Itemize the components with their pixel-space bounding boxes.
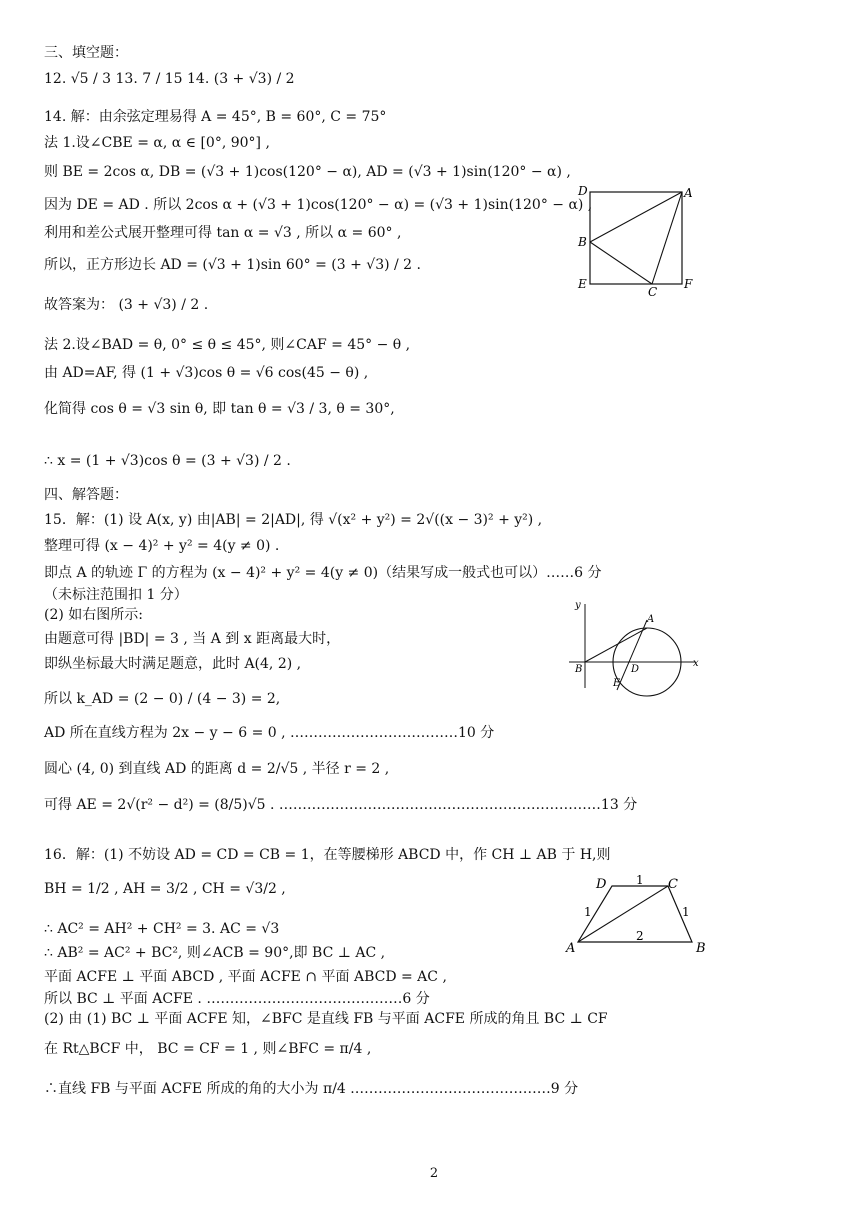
label-D: D (578, 184, 588, 198)
label-top-length: 1 (636, 873, 644, 887)
page-number: 2 (429, 1166, 439, 1181)
label-left-length: 1 (584, 905, 592, 919)
text-line: 四、解答题： (44, 487, 128, 503)
text-line: AD 所在直线方程为 2x − y − 6 = 0 , ………………………………10 分 (44, 725, 495, 741)
label-A: A (566, 941, 576, 956)
label-y: y (575, 600, 581, 611)
text-line: 利用和差公式展开整理可得 tan α = √3 , 所以 α = 60° , (44, 225, 402, 241)
text-line: 在 Rt△BCF 中， BC = CF = 1 , 则∠BFC = π/4 , (44, 1041, 372, 1057)
label-A: A (684, 186, 693, 200)
text-line: 14. 解：由余弦定理易得 A = 45°, B = 60°, C = 75° (44, 109, 387, 125)
label-A: A (647, 614, 655, 625)
label-x: x (693, 658, 699, 669)
text-line: 法 1.设∠CBE = α, α ∈ [0°, 90°] , (44, 135, 270, 151)
text-line: (2) 由 (1) BC ⊥ 平面 ACFE 知，∠BFC 是直线 FB 与平面 ACFE 所成的角且 BC ⊥ CF (44, 1011, 608, 1027)
label-C: C (648, 285, 658, 299)
text-line: 故答案为： (3 + √3) / 2 . (44, 297, 209, 313)
text-line: ∴直线 FB 与平面 ACFE 所成的角的大小为 π/4 .……………………………………9 分 (44, 1081, 579, 1097)
text-line: 圆心 (4, 0) 到直线 AD 的距离 d = 2/√5 , 半径 r = 2 , (44, 761, 390, 777)
text-line: 平面 ACFE ⊥ 平面 ABCD , 平面 ACFE ∩ 平面 ABCD = AC , (44, 969, 447, 985)
text-line: 由题意可得 |BD| = 3 , 当 A 到 x 距离最大时， (44, 631, 341, 647)
text-line: 因为 DE = AD . 所以 2cos α + (√3 + 1)cos(120° − α) = (√3 + 1)sin(120° − α) , (44, 197, 593, 213)
text-line: 整理可得 (x − 4)² + y² = 4(y ≠ 0) . (44, 538, 280, 554)
text-line: ∴ AB² = AC² + BC², 则∠ACB = 90°,即 BC ⊥ AC , (44, 945, 386, 961)
text-line: 所以，正方形边长 AD = (√3 + 1)sin 60° = (3 + √3) / 2 . (44, 257, 421, 273)
text-line: ∴ x = (1 + √3)cos θ = (3 + √3) / 2 . (44, 453, 291, 469)
label-B: B (696, 941, 706, 956)
text-line: ∴ AC² = AH² + CH² = 3. AC = √3 (44, 921, 280, 937)
square-figure (570, 182, 700, 302)
text-line: (2) 如右图所示: (44, 607, 143, 623)
text-line: 所以 BC ⊥ 平面 ACFE . ……………………………………6 分 (44, 991, 430, 1007)
text-line: 15．解：(1) 设 A(x, y) 由|AB| = 2|AD|, 得 √(x² + y²) = 2√((x − 3)² + y²) , (44, 512, 543, 528)
text-line: 所以 k_AD = (2 − 0) / (4 − 3) = 2, (44, 691, 281, 707)
label-B: B (578, 235, 587, 249)
label-F: F (684, 277, 693, 291)
circle-figure (565, 598, 705, 698)
label-B: B (575, 664, 583, 675)
text-line: BH = 1/2 , AH = 3/2 , CH = √3/2 , (44, 881, 286, 897)
text-line: 即点 A 的轨迹 Γ 的方程为 (x − 4)² + y² = 4(y ≠ 0)（结果写成一般式也可以）……6 分 (44, 565, 602, 581)
label-D: D (596, 877, 607, 892)
label-E: E (578, 277, 587, 291)
text-line: 则 BE = 2cos α, DB = (√3 + 1)cos(120° − α), AD = (√3 + 1)sin(120° − α) , (44, 164, 571, 180)
text-line: 可得 AE = 2√(r² − d²) = (8/5)√5 . ……………………………………………………………13 分 (44, 797, 638, 813)
trapezoid-figure (562, 872, 722, 962)
label-D: D (631, 664, 640, 675)
text-line: 法 2.设∠BAD = θ, 0° ≤ θ ≤ 45°, 则∠CAF = 45° − θ , (44, 337, 411, 353)
text-line: 即纵坐标最大时满足题意，此时 A(4, 2) , (44, 656, 302, 672)
text-line: 化简得 cos θ = √3 sin θ, 即 tan θ = √3 / 3, θ = 30°, (44, 401, 395, 417)
text-line: 16．解：(1) 不妨设 AD = CD = CB = 1，在等腰梯形 ABCD 中，作 CH ⊥ AB 于 H,则 (44, 847, 611, 863)
label-base-length: 2 (636, 929, 644, 943)
text-line: 由 AD=AF, 得 (1 + √3)cos θ = √6 cos(45 − θ) , (44, 365, 369, 381)
label-E: E (613, 678, 621, 689)
text-line: 三、填空题： (44, 45, 128, 61)
label-C: C (668, 877, 678, 892)
text-line: 12. √5 / 3 13. 7 / 15 14. (3 + √3) / 2 (44, 71, 295, 87)
text-line: （未标注范围扣 1 分） (44, 587, 188, 603)
label-right-length: 1 (682, 905, 690, 919)
